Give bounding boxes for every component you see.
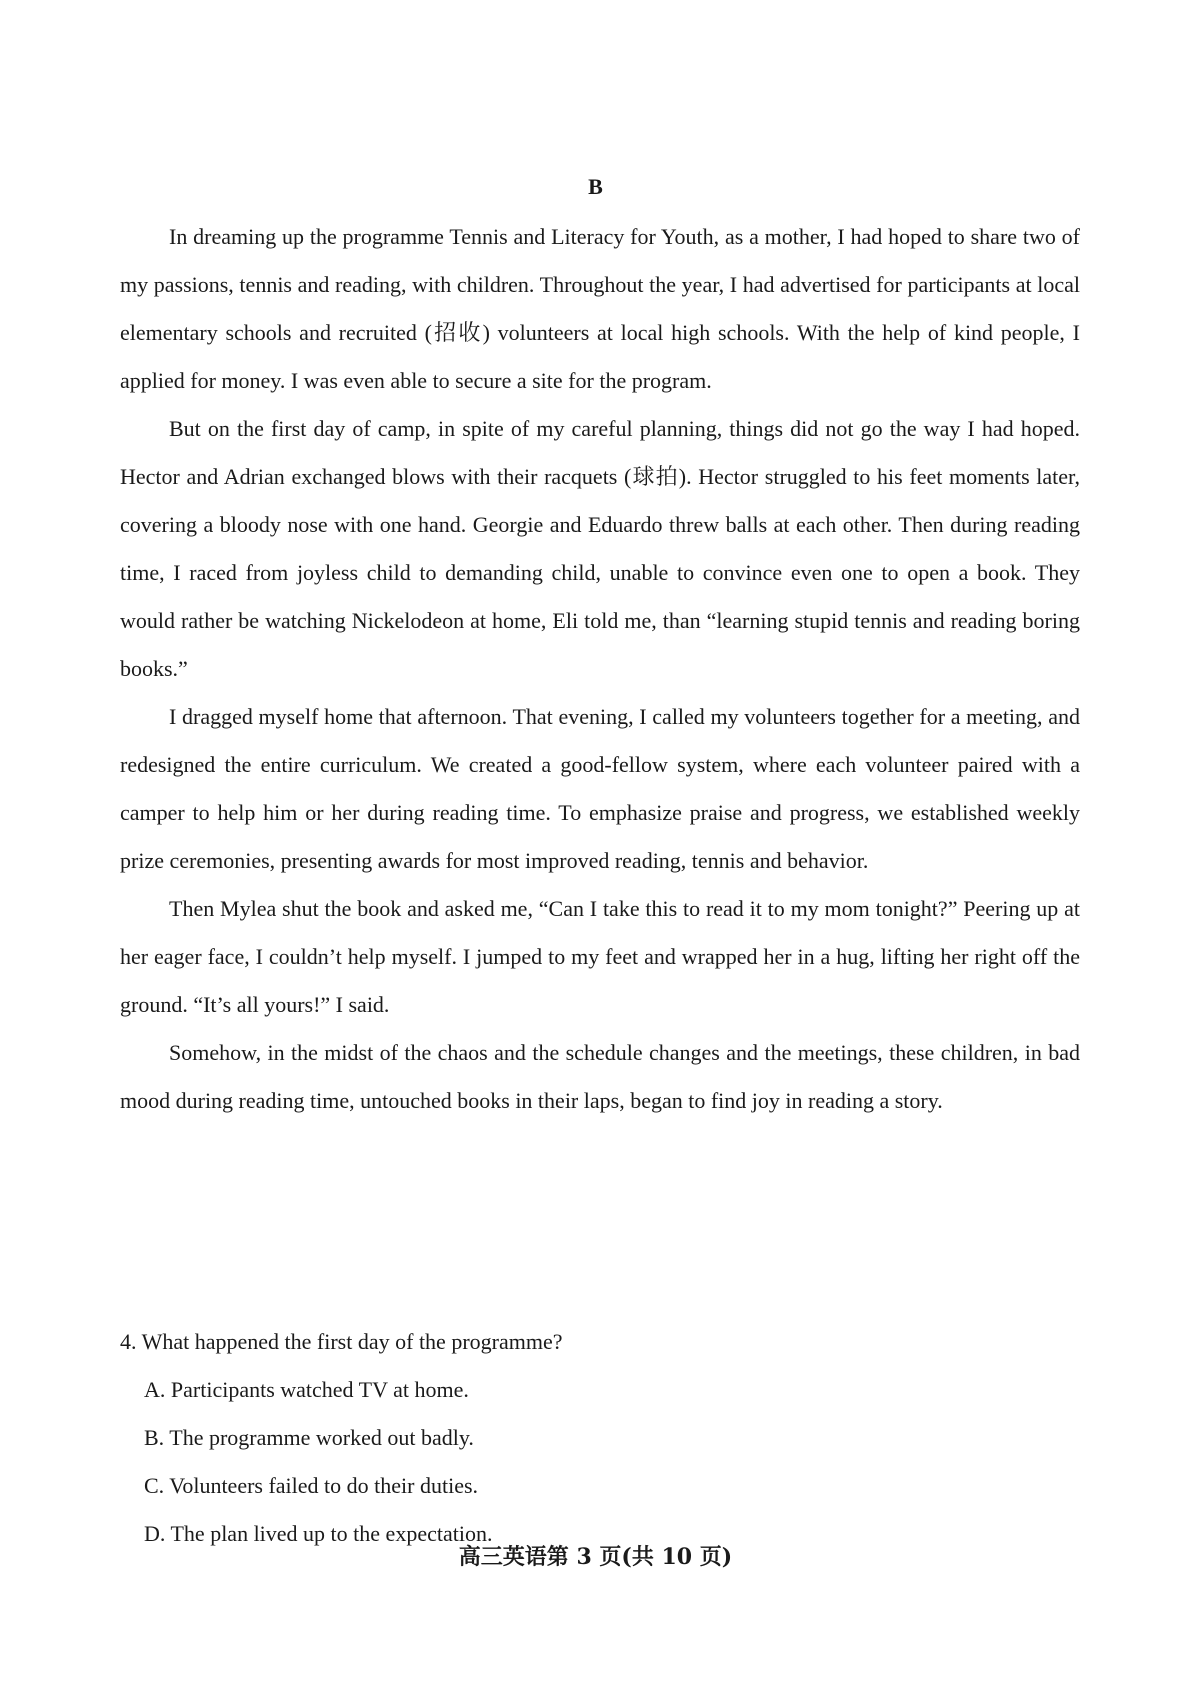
question-stem: 4. What happened the first day of the programme?	[120, 1329, 563, 1354]
page-footer: 高三英语第 3 页(共 10 页)	[458, 1544, 733, 1570]
option-c: C. Volunteers failed to do their duties.	[144, 1473, 479, 1498]
passage-paragraph: But on the first day of camp, in spite of my careful planning, things did not go the way I had hoped. Hector and Adrian exchanged blows with their racquets (球拍). Hector struggled to his feet moments later, covering a bloody nose with one hand. Georgie and Eduardo threw balls at each other. Then during reading time, I raced from joyless child to demanding child, unable to convince even one to open a book. They would rather be watching Nickelodeon at home, Eli told me, than “learning stupid tennis and reading boring books.”	[120, 416, 1080, 681]
passage-paragraph: I dragged myself home that afternoon. That evening, I called my volunteers together for a meeting, and redesigned the entire curriculum. We created a good-fellow system, where each volunteer paired with a camper to help him or her during reading time. To emphasize praise and progress, we established weekly prize ceremonies, presenting awards for most improved reading, tennis and behavior.	[120, 704, 1080, 873]
passage-paragraph: Somehow, in the midst of the chaos and the schedule changes and the meetings, these children, in bad mood during reading time, untouched books in their laps, began to find joy in reading a story.	[120, 1040, 1080, 1113]
option-a: A. Participants watched TV at home.	[144, 1377, 469, 1402]
question-4	[120, 1318, 1080, 1558]
option-b: B. The programme worked out badly.	[144, 1425, 474, 1450]
section-title: B	[588, 174, 603, 199]
reading-passage	[120, 213, 1080, 1125]
passage-paragraph: In dreaming up the programme Tennis and Literacy for Youth, as a mother, I had hoped to share two of my passions, tennis and reading, with children. Throughout the year, I had advertised for participants at local elementary schools and recruited (招收) volunteers at local high schools. With the help of kind people, I applied for money. I was even able to secure a site for the program.	[120, 224, 1080, 393]
passage-paragraph: Then Mylea shut the book and asked me, “Can I take this to read it to my mom tonight?” Peering up at her eager face, I couldn’t help myself. I jumped to my feet and wrapped her in a hug, lifting her right off the ground. “It’s all yours!” I said.	[120, 896, 1080, 1017]
option-d: D. The plan lived up to the expectation.	[144, 1521, 493, 1546]
